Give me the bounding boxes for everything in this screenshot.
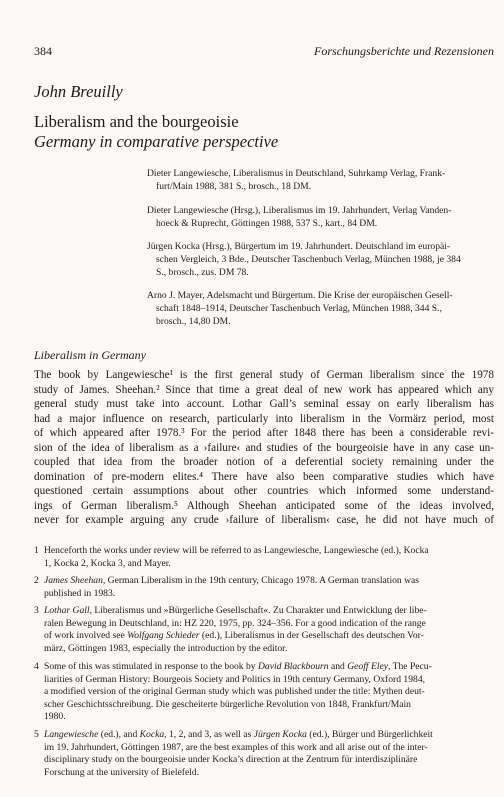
reviewed-work: Dieter Langewiesche (Hrsg.), Liberalismus im 19. Jahrhundert, Verlag Vanden- hoeck & Ruprecht, Göttingen 1988, 537 S., kart., 84 DM. (147, 205, 452, 229)
body-line: never for example arguing any crude ›failure of liberalism‹ case, he did not have much of (34, 514, 494, 526)
body-line: coupled that idea from the broader notion of a deferential society remaining under the (34, 456, 494, 468)
body-line: sion of the idea of liberalism as a ›failure‹ and studies of the bourgeoisie have in any case un- (34, 441, 494, 454)
article-title: Liberalism and the bourgeoisie (34, 112, 239, 131)
running-title: Forschungsberichte und Rezensionen (314, 44, 494, 58)
section-heading: Liberalism in Germany (34, 348, 146, 362)
article-author: John Breuilly (34, 82, 123, 101)
body-line: had a major influence on research, particularly into liberalism in the Vormärz period, most (34, 412, 494, 425)
reviewed-work: Jürgen Kocka (Hrsg.), Bürgertum im 19. Jahrhundert. Deutschland im europäi- schen Vergleich, 3 Bde., Deutscher Taschenbuch Verlag, München 1988, je 384 S., brosch., zus. DM 78. (147, 241, 461, 278)
footnote-number: 1 (34, 545, 39, 556)
footnote-number: 2 (34, 575, 39, 586)
body-line: study of James. Sheehan.² Since that time a great deal of new work has appeared which any (34, 383, 494, 396)
body-line: ings of German liberalism.⁵ Although Sheehan anticipated some of the ideas involved, (34, 499, 494, 512)
footnote-number: 4 (34, 661, 39, 672)
body-line: of which appeared after 1978.³ For the period after 1848 there has been a considerable revi- (34, 427, 494, 439)
reviewed-work: Dieter Langewiesche, Liberalismus in Deutschland, Suhrkamp Verlag, Frank- furt/Main 1988, 381 S., brosch., 18 DM. (147, 168, 446, 192)
running-header (34, 44, 494, 60)
article-subtitle: Germany in comparative perspective (34, 132, 279, 151)
body-line: domination of pre-modern elites.⁴ There have also been comparative studies which have (34, 470, 494, 483)
body-line: questioned certain assumptions about other countries which informed some understand- (34, 485, 494, 497)
body-line: The book by Langewiesche¹ is the first general study of German liberalism since the 1978 (34, 369, 494, 381)
body-line: general study must take into account. Lothar Gall’s seminal essay on early liberalism has (34, 398, 494, 410)
footnote-number: 3 (34, 605, 39, 616)
footnote-number: 5 (34, 729, 39, 740)
page-number: 384 (34, 44, 52, 58)
reviewed-work: Arno J. Mayer, Adelsmacht und Bürgertum. Die Krise der europäischen Gesell- schaft 1848–1914, Deutscher Taschenbuch Verlag, München 1988, 344 S., brosch., 14,80 DM. (147, 290, 453, 327)
body-text (34, 368, 494, 528)
